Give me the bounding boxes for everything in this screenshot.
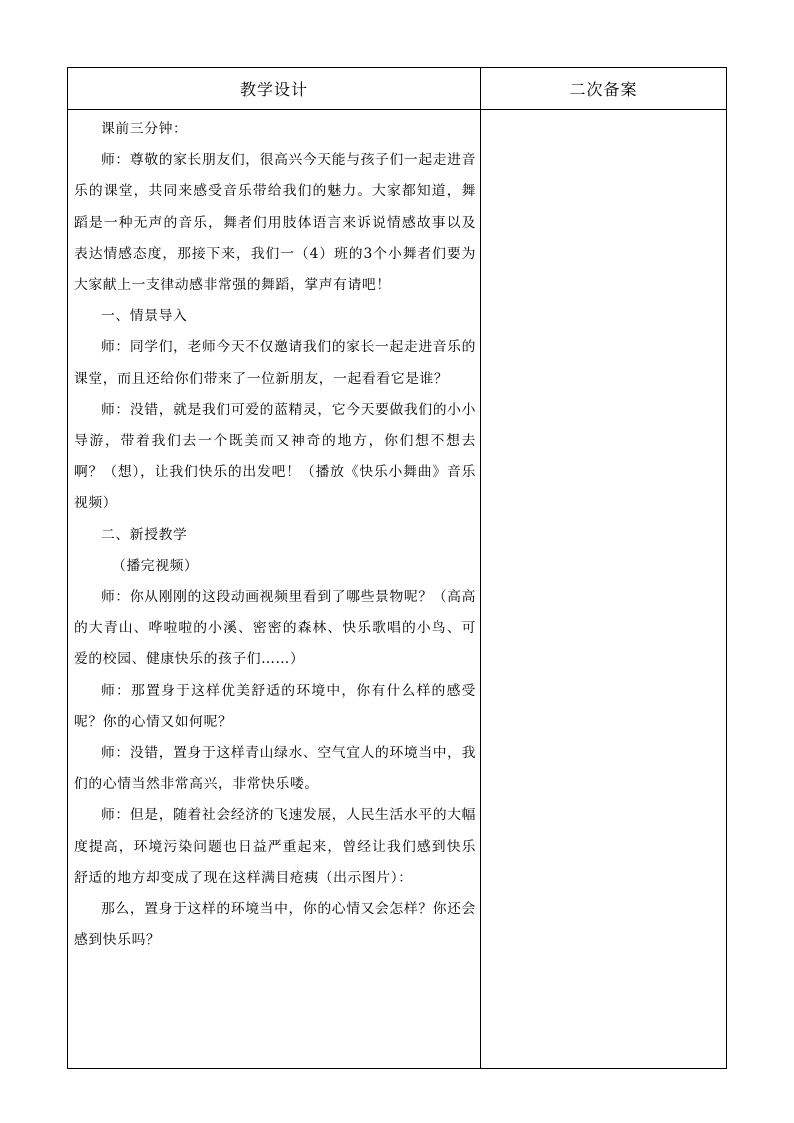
paragraph-pre-class: 课前三分钟： [101, 121, 188, 137]
paragraph-pollution: 师：但是，随着社会经济的飞速发展，人民生活水平的大幅度提高，环境污染问题也日益严重起来，曾经让我们感到快乐舒适的地方却变成了现在这样满目疮痍（出示图片）： [74, 807, 476, 886]
header-secondary-notes: 二次备案 [481, 68, 727, 110]
header-teaching-design: 教学设计 [68, 68, 481, 110]
paragraph-intro-new-friend: 师：同学们，老师今天不仅邀请我们的家长一起走进音乐的课堂，而且还给你们带来了一位新朋友，一起看看它是谁？ [74, 339, 476, 387]
table-body-row [68, 110, 727, 1069]
teaching-design-content [68, 110, 481, 1069]
paragraph-happy-mood: 师：没错，置身于这样青山绿水、空气宜人的环境当中，我们的心情当然非常高兴，非常快乐喽。 [74, 745, 476, 793]
section-heading-scene-intro: 一、情景导入 [101, 308, 188, 325]
paragraph-scenery-question: 师：你从刚刚的这段动画视频里看到了哪些景物呢？（高高的大青山、哗啦啦的小溪、密密的森林、快乐歌唱的小鸟、可爱的校园、健康快乐的孩子们……） [74, 589, 476, 668]
paragraph-smurf-guide: 师：没错，就是我们可爱的蓝精灵，它今天要做我们的小小导游，带着我们去一个既美而又神奇的地方，你们想不想去啊？（想），让我们快乐的出发吧！（播放《快乐小舞曲》音乐视频） [74, 401, 476, 512]
table-header-row [68, 68, 727, 110]
paragraph-after-video: （播完视频） [112, 557, 199, 574]
paragraph-feeling-question: 师：那置身于这样优美舒适的环境中，你有什么样的感受呢？你的心情又如何呢？ [74, 682, 476, 730]
lesson-plan-table [67, 67, 727, 1069]
paragraph-opening-speech: 师：尊敬的家长朋友们，很高兴今天能与孩子们一起走进音乐的课堂，共同来感受音乐带给我们的魅力。大家都知道，舞蹈是一种无声的音乐，舞者们用肢体语言来诉说情感故事以及表达情感态度，那接下来，我们一（4）班的3个小舞者们要为大家献上一支律动感非常强的舞蹈，掌声有请吧！ [74, 152, 476, 294]
secondary-notes-content[interactable] [481, 110, 727, 1069]
paragraph-closing-question: 那么，置身于这样的环境当中，你的心情又会怎样？你还会感到快乐吗？ [74, 901, 476, 949]
section-heading-new-teaching: 二、新授教学 [101, 526, 188, 543]
